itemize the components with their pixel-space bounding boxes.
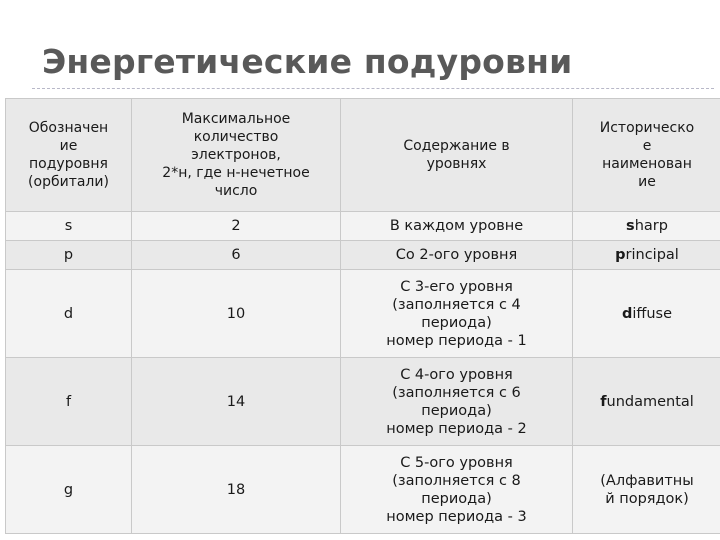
- max-electrons-cell: 14: [132, 358, 341, 446]
- header-max-electrons: Максимальное количество электронов, 2*н, где н-нечетное число: [132, 99, 341, 212]
- content-cell: С 5-ого уровня (заполняется с 8 периода) номер периода - 3: [341, 446, 573, 534]
- table-row: [6, 446, 720, 534]
- table-row: [6, 241, 720, 270]
- historical-name-cell: sharp: [573, 212, 720, 241]
- max-electrons-cell: 10: [132, 270, 341, 358]
- max-electrons-cell: 2: [132, 212, 341, 241]
- content-cell: Со 2-ого уровня: [341, 241, 573, 270]
- max-electrons-cell: 18: [132, 446, 341, 534]
- sublevels-table: [5, 98, 720, 534]
- table-row: [6, 358, 720, 446]
- sublevel-cell: f: [6, 358, 132, 446]
- title-divider: [32, 88, 714, 89]
- historical-name-cell: diffuse: [573, 270, 720, 358]
- header-sublevel: Обозначен ие подуровня (орбитали): [6, 99, 132, 212]
- content-cell: С 3-его уровня (заполняется с 4 периода) номер периода - 1: [341, 270, 573, 358]
- table-header-row: [6, 99, 720, 212]
- slide-title: Энергетические подуровни: [42, 42, 573, 81]
- table-row: [6, 212, 720, 241]
- historical-name-cell: principal: [573, 241, 720, 270]
- content-cell: С 4-ого уровня (заполняется с 6 периода) номер периода - 2: [341, 358, 573, 446]
- content-cell: В каждом уровне: [341, 212, 573, 241]
- sublevel-cell: g: [6, 446, 132, 534]
- sublevel-cell: d: [6, 270, 132, 358]
- historical-name-cell: (Алфавитны й порядок): [573, 446, 720, 534]
- sublevel-cell: s: [6, 212, 132, 241]
- table-row: [6, 270, 720, 358]
- header-historical-name: Историческо е наименован ие: [573, 99, 720, 212]
- header-content: Содержание в уровнях: [341, 99, 573, 212]
- historical-name-cell: fundamental: [573, 358, 720, 446]
- max-electrons-cell: 6: [132, 241, 341, 270]
- sublevel-cell: p: [6, 241, 132, 270]
